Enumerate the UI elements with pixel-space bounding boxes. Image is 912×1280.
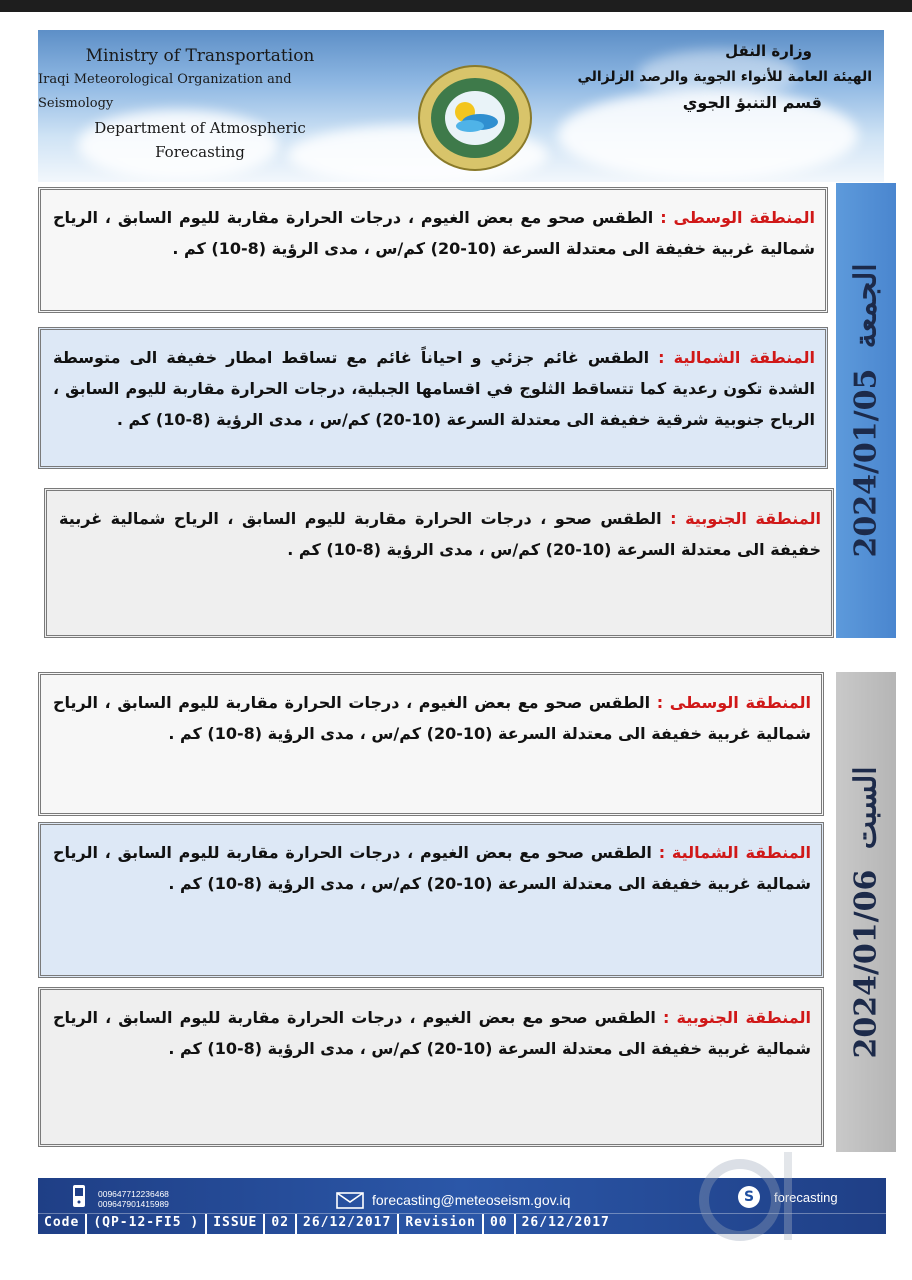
day-panel-saturday: [38, 672, 896, 1152]
date-label: [849, 766, 884, 1058]
skype-handle[interactable]: forecasting: [774, 1190, 838, 1205]
contact-email[interactable]: forecasting@meteoseism.gov.iq: [372, 1192, 571, 1208]
code-label: Code: [38, 1214, 87, 1234]
phone-number: 009647712236468: [98, 1189, 169, 1199]
date-band: [836, 183, 896, 638]
organization-logo: [410, 60, 540, 180]
region-label: المنطقة الوسطى :: [660, 208, 815, 227]
document-header: [38, 30, 884, 182]
date-label: [849, 263, 884, 557]
region-forecast-text: الطقس صحو مع بعض الغيوم ، درجات الحرارة مقاربة لليوم السابق ، الرياح شمالية غربية خفيفة الى معتدلة السرعة (10-20) كم/س ، مدى الرؤية (8-10) كم .: [53, 843, 811, 893]
day-name: السبت: [848, 765, 884, 849]
revision-label: Revision: [399, 1214, 484, 1234]
issue-date: 26/12/2017: [297, 1214, 399, 1234]
forecast-date: 2024/01/05: [848, 368, 884, 558]
document-code-bar: [38, 1213, 886, 1234]
code-value: (QP-12-FI5 ): [87, 1214, 207, 1234]
department-name-en: Department of Atmospheric Forecasting: [94, 119, 306, 161]
date-band: [836, 672, 896, 1152]
region-central: [38, 672, 824, 816]
department-name-ar: قسم التنبؤ الجوي: [682, 93, 822, 112]
skype-icon: S: [738, 1186, 760, 1208]
envelope-icon: [336, 1192, 364, 1209]
ministry-name-en: Ministry of Transportation: [85, 46, 315, 66]
arabic-header: [572, 38, 872, 116]
issue-label: ISSUE: [207, 1214, 265, 1234]
day-name: الجمعة: [848, 263, 884, 349]
organization-name-ar: الهيئة العامة للأنواء الجوية والرصد الزلزالي: [577, 69, 872, 85]
region-south: [44, 488, 834, 638]
forecast-date: 2024/01/06: [848, 869, 884, 1059]
region-label: المنطقة الجنوبية :: [662, 1008, 811, 1027]
organization-name-en: Iraqi Meteorological Organization and Seismology: [38, 72, 292, 111]
region-label: المنطقة الشمالية :: [658, 348, 815, 367]
revision-date: 26/12/2017: [521, 1215, 610, 1230]
region-forecast-text: الطقس صحو ، درجات الحرارة مقاربة لليوم السابق ، الرياح شمالية غربية خفيفة الى معتدلة السرعة (10-20) كم/س ، مدى الرؤية (8-10) كم .: [59, 509, 821, 559]
region-label: المنطقة الجنوبية :: [670, 509, 821, 528]
phone-number: 009647901415989: [98, 1199, 169, 1209]
region-north: [38, 327, 828, 469]
region-central: [38, 187, 828, 313]
day-panel-friday: [38, 183, 896, 638]
issue-value: 02: [265, 1214, 297, 1234]
mobile-phone-icon: [72, 1184, 86, 1208]
region-north: [38, 822, 824, 978]
english-header: [38, 44, 350, 164]
ministry-name-ar: وزارة النقل: [725, 42, 812, 60]
phone-numbers: [98, 1189, 169, 1209]
top-strip: [0, 0, 912, 12]
region-label: المنطقة الشمالية :: [658, 843, 811, 862]
region-forecast-text: الطقس صحو مع بعض الغيوم ، درجات الحرارة مقاربة لليوم السابق ، الرياح شمالية غربية خفيفة الى معتدلة السرعة (10-20) كم/س ، مدى الرؤية (8-10) كم .: [53, 1008, 811, 1058]
region-forecast-text: الطقس غائم جزئي و احياناً غائم مع تساقط امطار خفيفة الى متوسطة الشدة تكون رعدية كما تتساقط الثلوج في اقسامها الجبلية، درجات الحرارة مقاربة لليوم السابق ، الرياح جنوبية شرقية خفيفة الى معتدلة السرعة (10-20) كم/س ، مدى الرؤية (8-10) كم .: [53, 348, 815, 429]
document-footer: [38, 1178, 886, 1234]
region-south: [38, 987, 824, 1147]
revision-value: 00: [484, 1214, 516, 1234]
region-forecast-text: الطقس صحو مع بعض الغيوم ، درجات الحرارة مقاربة لليوم السابق ، الرياح شمالية غربية خفيفة الى معتدلة السرعة (10-20) كم/س ، مدى الرؤية (8-10) كم .: [53, 693, 811, 743]
region-forecast-text: الطقس صحو مع بعض الغيوم ، درجات الحرارة مقاربة لليوم السابق ، الرياح شمالية غربية خفيفة الى معتدلة السرعة (10-20) كم/س ، مدى الرؤية (8-10) كم .: [53, 208, 815, 258]
region-label: المنطقة الوسطى :: [656, 693, 811, 712]
